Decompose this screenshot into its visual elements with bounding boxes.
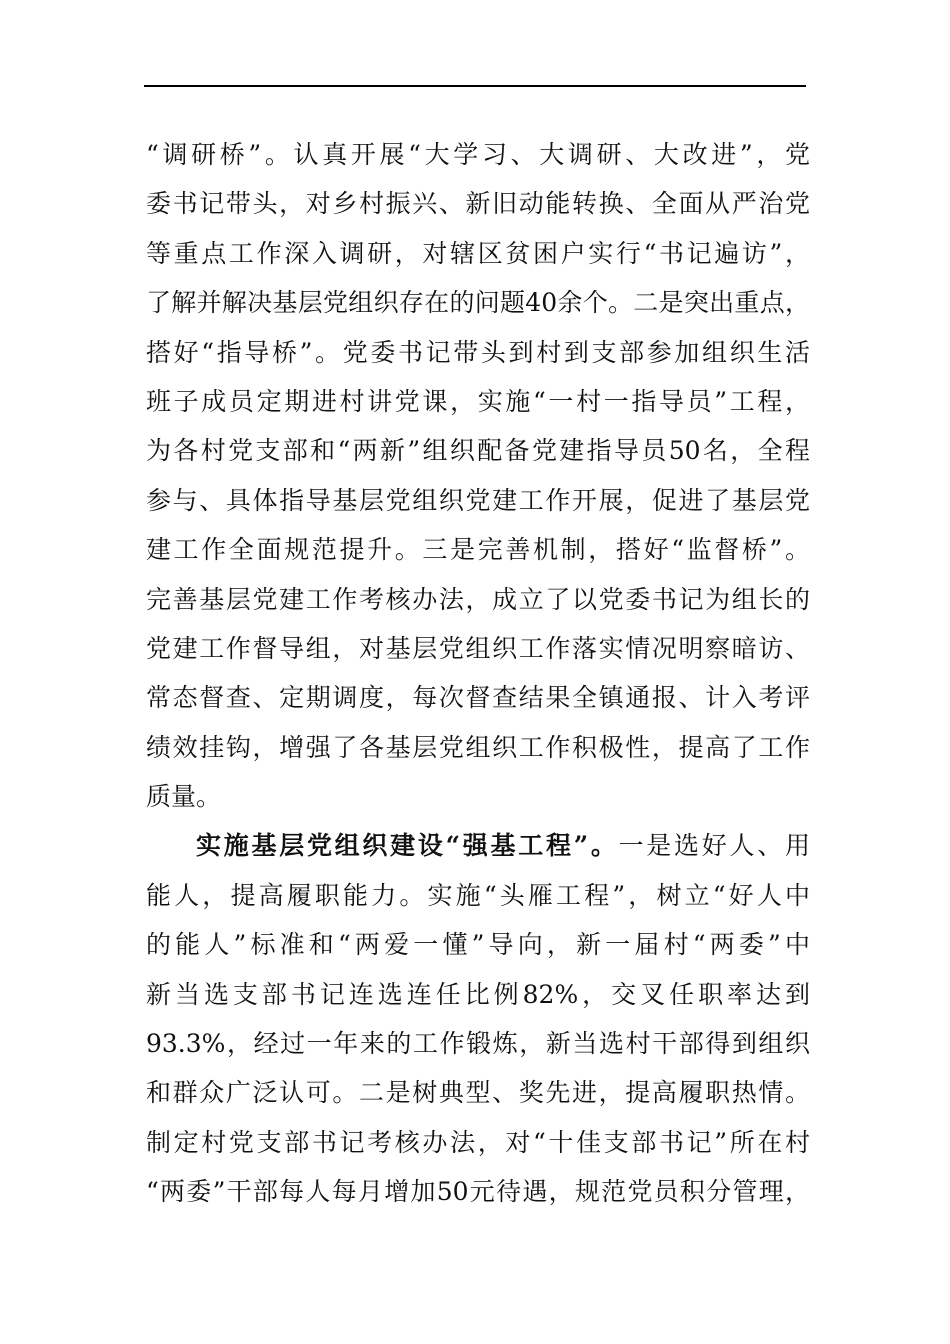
text-line: 建工作全面规范提升。三是完善机制，搭好“监督桥”。: [146, 535, 810, 565]
heading-line-rest: 一是选好人、用: [618, 831, 810, 861]
paragraph-2: [146, 821, 810, 1216]
text-line: 完善基层党建工作考核办法，成立了以党委书记为组长的: [146, 584, 810, 614]
text-line: “两委”干部每人每月增加50元待遇，规范党员积分管理，: [146, 1177, 810, 1207]
text-line: 制定村党支部书记考核办法，对“十佳支部书记”所在村: [146, 1127, 810, 1157]
section-heading: 实施基层党组织建设“强基工程”。: [196, 831, 619, 861]
text-line: 班子成员定期进村讲党课，实施“一村一指导员”工程，: [146, 386, 810, 416]
text-line: 等重点工作深入调研，对辖区贫困户实行“书记遍访”，: [146, 238, 810, 268]
body-text: [146, 130, 810, 1217]
text-line: 绩效挂钩，增强了各基层党组织工作积极性，提高了工作: [146, 732, 810, 762]
paragraph-1: [146, 130, 810, 821]
text-line: 参与、具体指导基层党组织党建工作开展，促进了基层党: [146, 485, 810, 515]
header-rule: [144, 85, 806, 87]
text-line: 质量。: [146, 782, 222, 812]
text-line: 93.3%，经过一年来的工作锻炼，新当选村干部得到组织: [146, 1029, 810, 1059]
text-line: 搭好“指导桥”。党委书记带头到村到支部参加组织生活: [146, 337, 810, 367]
text-line: 新当选支部书记连选连任比例82%，交叉任职率达到: [146, 979, 810, 1009]
text-line: 的能人”标准和“两爱一懂”导向，新一届村“两委”中: [146, 930, 810, 960]
text-line: 委书记带头，对乡村振兴、新旧动能转换、全面从严治党: [146, 189, 810, 219]
text-line: 党建工作督导组，对基层党组织工作落实情况明察暗访、: [146, 633, 810, 663]
text-line: 和群众广泛认可。二是树典型、奖先进，提高履职热情。: [146, 1078, 810, 1108]
text-line: 为各村党支部和“两新”组织配备党建指导员50名，全程: [146, 436, 810, 466]
text-line: “调研桥”。认真开展“大学习、大调研、大改进”，党: [146, 140, 810, 169]
text-line: 常态督查、定期调度，每次督查结果全镇通报、计入考评: [146, 683, 810, 713]
text-line: 能人，提高履职能力。实施“头雁工程”，树立“好人中: [146, 880, 810, 910]
text-line: 了解并解决基层党组织存在的问题40余个。二是突出重点，: [146, 288, 810, 318]
text-line-with-heading: [146, 821, 810, 870]
